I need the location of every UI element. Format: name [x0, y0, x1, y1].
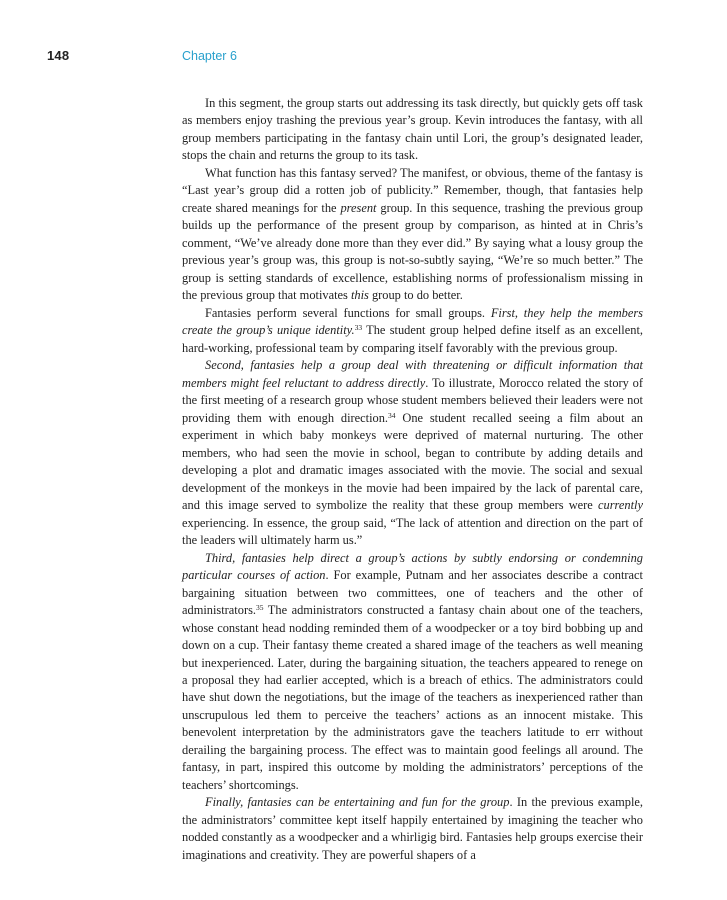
- text-segment: One student recalled seeing a film about an experiment in which baby monkeys were deprived of maternal nurturing. The other members, who had seen the movie in school, began to contribute by adding details and developing a plot and dramatic images associated with the movie. The social and sexual development of the monkeys in the movie had been impaired by the lack of parental care, and this image served to symbolize the reality that these group members were: [182, 410, 643, 513]
- text-segment: Finally, fantasies can be entertaining and fun for the group: [205, 795, 510, 810]
- footnote-ref: 34: [388, 410, 396, 420]
- paragraph: [182, 165, 643, 305]
- chapter-label: Chapter 6: [182, 49, 237, 63]
- footnote-ref: 35: [256, 603, 264, 613]
- paragraph: [182, 794, 643, 864]
- text-segment: In this segment, the group starts out addressing its task directly, but quickly gets off task as members enjoy trashing the previous year’s group. Kevin introduces the fantasy, with all group members participating in the fantasy chain until Lori, the group’s designated leader, stops the chain and returns the group to its task.: [182, 96, 643, 163]
- paragraph: [182, 550, 643, 795]
- text-segment: group. In this sequence, trashing the previous group builds up the performance of the present group by comparison, as hinted at in Chris’s comment, “We’ve already done more than they ever did.” By saying what a lousy group the previous year’s group was, this group is not-so-subtly saying, “We’re so much better.” The group is setting standards of excellence, establishing norms of professionalism missing in the previous group that motivates: [182, 200, 643, 303]
- text-segment: experiencing. In essence, the group said, “The lack of attention and direction on the part of the leaders will ultimately harm us.”: [182, 515, 643, 548]
- text-segment: Fantasies perform several functions for small groups.: [205, 305, 491, 320]
- text-segment: present: [340, 200, 377, 215]
- text-segment: group to do better.: [368, 288, 463, 303]
- text-segment: The student group helped define itself as an excellent, hard-working, professional team by comparing itself favorably with the previous group.: [182, 323, 643, 355]
- text-segment: . In the previous example, the administrators’ committee kept itself happily entertained by imagining the teacher who nodded constantly as a woodpecker and a whirligig bird. Fantasies help groups exercise their imaginations and creativity. They are powerful shapers of a: [182, 795, 644, 862]
- text-segment: currently: [598, 498, 643, 513]
- text-segment: . For example, Putnam and her associates describe a contract bargaining situation between two committees, one of teachers and the other of administrators.: [182, 568, 643, 618]
- text-segment: What function has this fantasy served? The manifest, or obvious, theme of the fantasy is “Last year’s group did a rotten job of publicity.” Remember, though, that fantasies help create shared meanings for the: [182, 165, 643, 215]
- text-segment: . To illustrate, Morocco related the story of the first meeting of a research group whose student members believed their leaders were not providing them with enough direction.: [182, 375, 643, 425]
- paragraph: [182, 95, 643, 165]
- text-segment: this: [350, 288, 369, 303]
- page-number: 148: [47, 48, 70, 63]
- footnote-ref: 33: [354, 323, 363, 333]
- body-text: [182, 95, 643, 864]
- paragraph: [182, 357, 643, 549]
- text-segment: First, they help the members create the group’s unique identity.: [182, 305, 643, 338]
- text-segment: The administrators constructed a fantasy chain about one of the teachers, whose constant head nodding reminded them of a woodpecker or a toy bird bobbing up and down on a cup. Their fantasy theme created a shared image of the teachers as well meaning but inexperienced. Later, during the bargaining situation, the teachers appeared to renege on a proposal they had earlier accepted, which is a breach of ethics. The administrators could have shut down the negotiations, but the image of the teachers as inexperienced rather than unscrupulous led them to perceive the teachers’ actions as an innocent mistake. This benevolent interpretation by the administrators gave the teachers latitude to err without derailing the bargaining process. The effect was to maintain good feelings all around. The fantasy, in part, inspired this outcome by molding the administrators’ perceptions of the teachers’ shortcomings.: [182, 603, 643, 792]
- paragraph: [182, 305, 643, 357]
- text-segment: Third, fantasies help direct a group’s actions by subtly endorsing or condemning particular courses of action: [182, 550, 643, 583]
- text-segment: Second, fantasies help a group deal with threatening or difficult information that members might feel reluctant to address directly: [182, 358, 643, 390]
